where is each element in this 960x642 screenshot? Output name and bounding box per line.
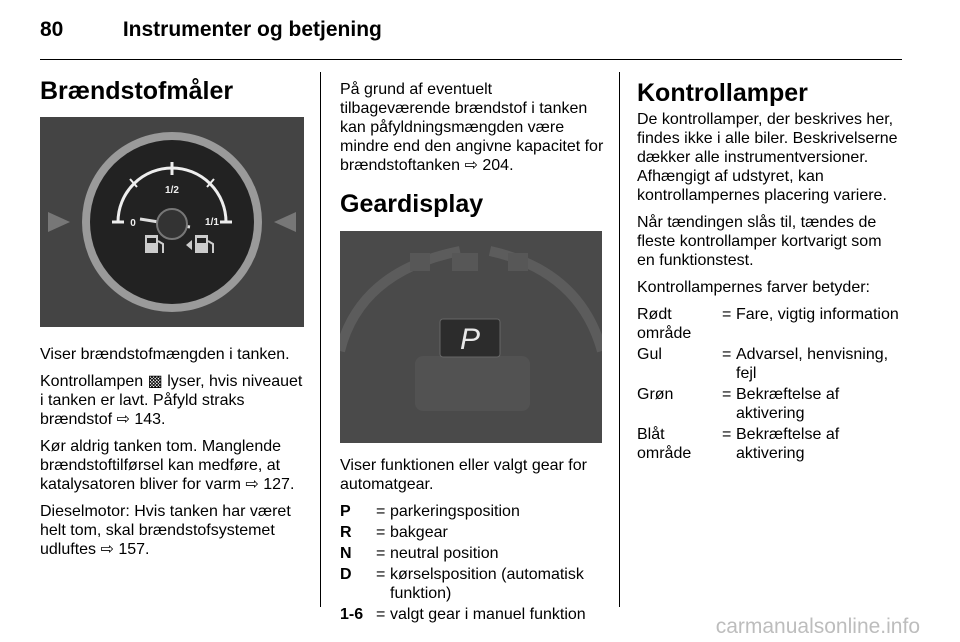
definition-equals: = bbox=[722, 386, 732, 403]
page-number: 80 bbox=[40, 18, 64, 41]
definition-key: Blåt område bbox=[637, 426, 692, 462]
definition-row bbox=[340, 502, 605, 523]
definition-value: bakgear bbox=[390, 524, 448, 541]
definition-value: Fare, vigtig information bbox=[736, 306, 899, 323]
color-definitions-table bbox=[637, 305, 903, 465]
definition-equals: = bbox=[722, 346, 732, 363]
reference-arrow-icon: ⇨ bbox=[100, 541, 114, 558]
paragraph bbox=[40, 372, 305, 429]
section-heading: Kontrollamper bbox=[637, 79, 808, 107]
definition-key: P bbox=[340, 503, 351, 520]
paragraph: Når tændingen slås til, tændes de fleste kontrollamper kortvarigt som en funktionstest. bbox=[637, 214, 882, 269]
header-rule bbox=[40, 59, 902, 60]
definition-key: R bbox=[340, 524, 352, 541]
definition-row bbox=[340, 523, 605, 544]
definition-row bbox=[637, 425, 903, 465]
column-gear-display bbox=[340, 80, 605, 626]
paragraph: Viser funktionen eller valgt gear for automatgear. bbox=[340, 457, 587, 493]
definition-row bbox=[637, 305, 903, 345]
gauge-label-empty: 0 bbox=[130, 218, 136, 229]
gear-definitions-table bbox=[340, 502, 605, 626]
definition-key: Gul bbox=[637, 346, 662, 363]
definition-value: parkeringsposition bbox=[390, 503, 520, 520]
gauge-label-full: 1/1 bbox=[205, 217, 219, 228]
gear-display-illustration bbox=[340, 231, 602, 443]
text-run: lyser, hvis niveauet i tanken er lavt. Påfyld straks brændstof bbox=[40, 373, 303, 428]
definition-row bbox=[637, 345, 903, 385]
definition-equals: = bbox=[376, 545, 386, 562]
reference-arrow-icon: ⇨ bbox=[464, 157, 478, 174]
definition-equals: = bbox=[376, 606, 386, 623]
definition-equals: = bbox=[722, 426, 732, 443]
paragraph bbox=[40, 502, 305, 559]
page-reference: 157. bbox=[113, 541, 150, 558]
definition-row bbox=[340, 605, 605, 626]
definition-value: valgt gear i manuel funktion bbox=[390, 606, 586, 623]
definition-equals: = bbox=[376, 524, 386, 541]
fuel-pump-icon: ▩ bbox=[147, 373, 163, 390]
definition-value: kørselsposition (automatisk funktion) bbox=[390, 566, 584, 602]
text-run: Dieselmotor: Hvis tanken har været helt tom, skal brændstofsystemet udluftes bbox=[40, 503, 291, 558]
definition-value: Advarsel, henvisning, fejl bbox=[736, 346, 889, 382]
paragraph bbox=[340, 80, 605, 175]
section-heading: Geardisplay bbox=[340, 190, 484, 218]
column-divider bbox=[320, 72, 321, 607]
column-fuel-gauge bbox=[40, 76, 305, 567]
paragraph bbox=[40, 437, 305, 494]
definition-value: Bekræftelse af aktivering bbox=[736, 386, 840, 422]
text-run: Kør aldrig tanken tom. Manglende brændstoftilførsel kan medføre, at katalysatoren bliver for varm bbox=[40, 438, 282, 493]
text-run: På grund af eventuelt tilbageværende brændstof i tanken kan påfyldningsmængden være mindre end den angivne kapacitet for brændstoftanken bbox=[340, 81, 604, 174]
definition-value: Bekræftelse af aktivering bbox=[736, 426, 840, 462]
gear-indicator-text: P bbox=[459, 323, 481, 356]
paragraph: Kontrollampernes farver betyder: bbox=[637, 279, 870, 296]
page-title: Instrumenter og betjening bbox=[122, 18, 382, 41]
page-reference: 143. bbox=[129, 411, 166, 428]
fuel-gauge-image bbox=[40, 117, 304, 327]
definition-key: 1-6 bbox=[340, 606, 364, 623]
paragraph: Viser brændstofmængden i tanken. bbox=[40, 346, 290, 363]
definition-value: neutral position bbox=[390, 545, 499, 562]
definition-key: Rødt område bbox=[637, 306, 692, 342]
definition-row bbox=[340, 544, 605, 565]
definition-key: N bbox=[340, 545, 352, 562]
reference-arrow-icon: ⇨ bbox=[245, 476, 259, 493]
fuel-gauge-illustration bbox=[40, 117, 304, 327]
paragraph: De kontrollamper, der beskrives her, findes ikke i alle biler. Beskrivelserne dækker alle instrumentversioner. Afhængigt af udstyret, kan kontrollampernes placering variere. bbox=[637, 111, 898, 204]
gear-display-image bbox=[340, 231, 602, 443]
definition-equals: = bbox=[376, 566, 386, 583]
definition-equals: = bbox=[376, 503, 386, 520]
section-heading: Brændstofmåler bbox=[40, 77, 234, 105]
gauge-label-half: 1/2 bbox=[165, 185, 179, 196]
column-divider bbox=[619, 72, 620, 607]
reference-arrow-icon: ⇨ bbox=[116, 411, 130, 428]
watermark: carmanualsonline.info bbox=[715, 615, 920, 638]
definition-row bbox=[637, 385, 903, 425]
column-warning-lights bbox=[637, 78, 903, 465]
definition-row bbox=[340, 565, 605, 605]
definition-equals: = bbox=[722, 306, 732, 323]
page-reference: 127. bbox=[258, 476, 295, 493]
text-run: Kontrollampen bbox=[40, 373, 148, 390]
page-header bbox=[40, 18, 382, 42]
definition-key: Grøn bbox=[637, 386, 674, 403]
page-reference: 204. bbox=[477, 157, 514, 174]
definition-key: D bbox=[340, 566, 352, 583]
